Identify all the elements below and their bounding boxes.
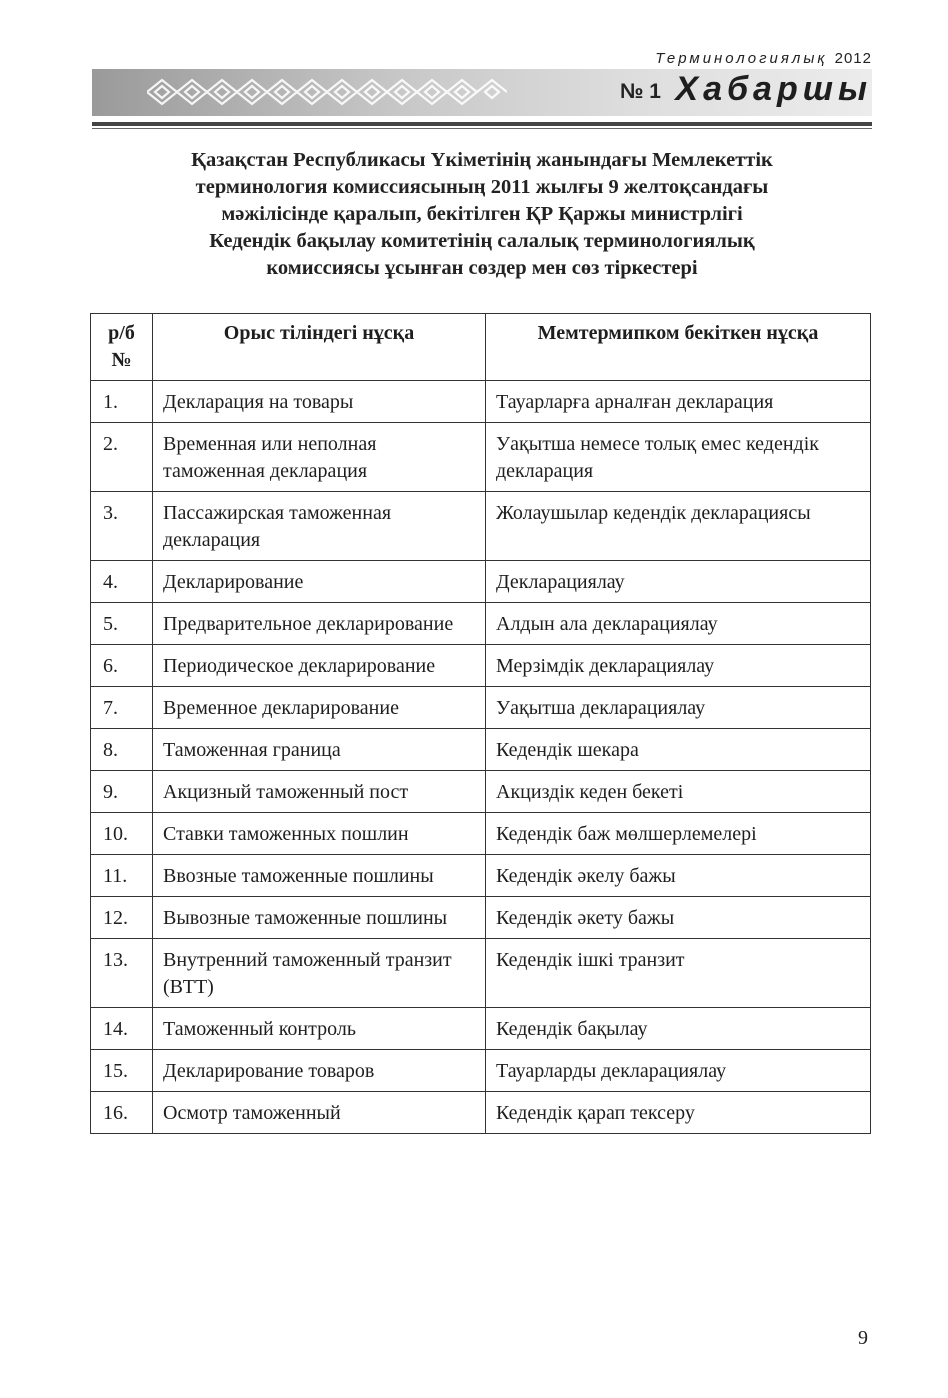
row-number: 13.: [91, 939, 153, 1008]
column-header-kazakh: Мемтермипком бекіткен нұсқа: [486, 314, 871, 381]
row-number: 7.: [91, 687, 153, 729]
kazakh-term: Кедендік баж мөлшерлемелері: [486, 813, 871, 855]
journal-year: 2012: [834, 50, 872, 67]
kazakh-term: Кедендік шекара: [486, 729, 871, 771]
column-header-russian: Орыс тіліндегі нұсқа: [153, 314, 486, 381]
row-number: 15.: [91, 1050, 153, 1092]
table-row: [91, 1050, 871, 1092]
row-number: 1.: [91, 381, 153, 423]
table-row: [91, 1008, 871, 1050]
kazakh-term: Жолаушылар кедендік декларациясы: [486, 492, 871, 561]
page-number: 9: [858, 1327, 868, 1349]
row-number: 4.: [91, 561, 153, 603]
column-header-number: [91, 314, 153, 381]
russian-term: Осмотр таможенный: [153, 1092, 486, 1134]
title-line: терминология комиссиясының 2011 жылғы 9 желтоқсандағы: [195, 176, 769, 198]
kazakh-term: Алдын ала декларациялау: [486, 603, 871, 645]
row-number: 12.: [91, 897, 153, 939]
table-row: [91, 1092, 871, 1134]
table-row: [91, 855, 871, 897]
table-row: [91, 423, 871, 492]
russian-term: Декларация на товары: [153, 381, 486, 423]
russian-term: Вывозные таможенные пошлины: [153, 897, 486, 939]
terms-table: [90, 313, 871, 1134]
kazakh-term: Кедендік қарап тексеру: [486, 1092, 871, 1134]
table-row: [91, 771, 871, 813]
row-number: 14.: [91, 1008, 153, 1050]
russian-term: Внутренний таможенный транзит (ВТТ): [153, 939, 486, 1008]
kazakh-term: Кедендік әкету бажы: [486, 897, 871, 939]
row-number: 5.: [91, 603, 153, 645]
table-row: [91, 603, 871, 645]
ornament-icon: [147, 77, 507, 107]
row-number: 11.: [91, 855, 153, 897]
russian-term: Временное декларирование: [153, 687, 486, 729]
kazakh-term: Уақытша декларациялау: [486, 687, 871, 729]
kazakh-term: Акциздік кеден бекеті: [486, 771, 871, 813]
journal-title: Хабаршы: [675, 70, 872, 108]
russian-term: Ставки таможенных пошлин: [153, 813, 486, 855]
kazakh-term: Мерзімдік декларациялау: [486, 645, 871, 687]
column-header-number-line1: р/б: [108, 322, 135, 344]
russian-term: Декларирование: [153, 561, 486, 603]
title-line: Кедендік бақылау комитетінің салалық терминологиялық: [209, 230, 755, 252]
table-row: [91, 381, 871, 423]
row-number: 6.: [91, 645, 153, 687]
table-row: [91, 813, 871, 855]
kazakh-term: Кедендік ішкі транзит: [486, 939, 871, 1008]
table-row: [91, 561, 871, 603]
kazakh-term: Тауарларды декларациялау: [486, 1050, 871, 1092]
russian-term: Предварительное декларирование: [153, 603, 486, 645]
table-row: [91, 897, 871, 939]
table-body: [91, 381, 871, 1134]
title-line: мәжілісінде қаралып, бекітілген ҚР Қаржы министрлігі: [221, 203, 743, 225]
row-number: 10.: [91, 813, 153, 855]
table-header-row: [91, 314, 871, 381]
row-number: 8.: [91, 729, 153, 771]
russian-term: Ввозные таможенные пошлины: [153, 855, 486, 897]
russian-term: Периодическое декларирование: [153, 645, 486, 687]
russian-term: Акцизный таможенный пост: [153, 771, 486, 813]
table-row: [91, 729, 871, 771]
kazakh-term: Декларациялау: [486, 561, 871, 603]
table-row: [91, 645, 871, 687]
title-line: Қазақстан Республикасы Үкіметінің жанындағы Мемлекеттік: [191, 149, 773, 171]
table-row: [91, 939, 871, 1008]
russian-term: Временная или неполная таможенная декларация: [153, 423, 486, 492]
row-number: 2.: [91, 423, 153, 492]
title-line: комиссиясы ұсынған сөздер мен сөз тіркестері: [266, 257, 698, 279]
document-title: [120, 147, 844, 282]
row-number: 9.: [91, 771, 153, 813]
journal-running-title: Терминологиялық: [655, 50, 828, 67]
kazakh-term: Уақытша немесе толық емес кедендік декларация: [486, 423, 871, 492]
row-number: 3.: [91, 492, 153, 561]
kazakh-term: Тауарларға арналған декларация: [486, 381, 871, 423]
russian-term: Декларирование товаров: [153, 1050, 486, 1092]
table-row: [91, 492, 871, 561]
header-rule-thin: [92, 128, 872, 129]
header-rule-thick: [92, 122, 872, 126]
column-header-number-line2: №: [111, 349, 132, 371]
russian-term: Таможенный контроль: [153, 1008, 486, 1050]
row-number: 16.: [91, 1092, 153, 1134]
russian-term: Пассажирская таможенная декларация: [153, 492, 486, 561]
table-row: [91, 687, 871, 729]
kazakh-term: Кедендік бақылау: [486, 1008, 871, 1050]
kazakh-term: Кедендік әкелу бажы: [486, 855, 871, 897]
issue-number: № 1: [620, 80, 661, 103]
russian-term: Таможенная граница: [153, 729, 486, 771]
journal-running-head: [560, 50, 872, 67]
